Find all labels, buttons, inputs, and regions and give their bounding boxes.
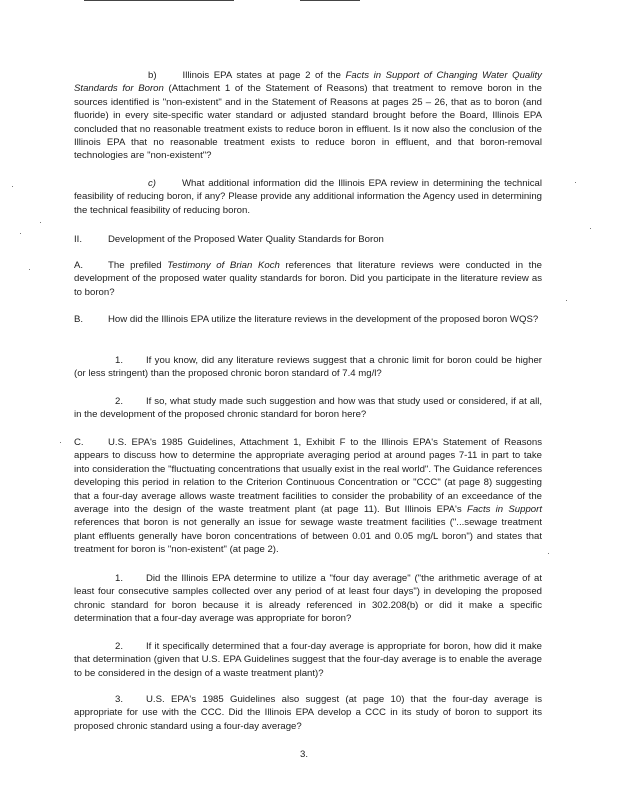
paragraph-c-question-label: C. — [74, 437, 84, 448]
scan-speck — [566, 300, 567, 301]
scan-speck — [590, 228, 591, 229]
paragraph-c1-label: 1. — [115, 573, 124, 584]
top-rule-right — [300, 0, 360, 1]
paragraph-c-question: C. U.S. EPA's 1985 Guidelines, Attachment 1, Exhibit F to the Illinois EPA's Statement of Reasons appears to discuss how to determine the appropriate averaging period at around pages 7-11 in part to take into consideration the "fluctuating concentrations that usually exist in the real world". The Guidance references developing this period in relation to the Criterion Continuous Concentration or "CCC" (at page 8) suggesting that a four-day average allows waste treatment facilities to consider the probability of an exceedance of the average into the design of the waste treatment plant (at page 11). But Illinois EPA's Facts in Support references that boron is not generally an issue for sewage waste treatment facilities ("...sewage treatment plant effluents generally have boron concentrations of between 0.01 and 0.05 mg/L boron") and states that treatment for boron is "non-existent" (at page 2). — [74, 437, 543, 556]
top-rule-left — [84, 0, 234, 1]
facts-in-support-title: Facts in Support of Changing Water Quality Standards for Boron — [74, 70, 542, 95]
scan-speck — [60, 442, 61, 443]
scan-speck — [20, 233, 21, 234]
paragraph-b1-label: 1. — [115, 355, 124, 366]
paragraph-b-question: B. How did the Illinois EPA utilize the literature reviews in the development of the proposed boron WQS? — [74, 314, 539, 325]
paragraph-b-question-label: B. — [74, 314, 84, 325]
scan-speck — [29, 269, 30, 270]
scan-speck — [548, 553, 549, 554]
testimony-title: Testimony of Brian Koch — [167, 260, 280, 271]
paragraph-c: c) What additional information did the Illinois EPA review in determining the technical feasibility of reducing boron, if any? Please provide any additional information the Agency used in determining the technical feasibility of reducing boron. — [74, 178, 542, 216]
paragraph-c3: 3. U.S. EPA's 1985 Guidelines also suggest (at page 10) that the four-day average is appropriate for use with the CCC. Did the Illinois EPA develop a CCC in its study of boron to support its proposed chronic standard using a four-day average? — [74, 694, 542, 732]
paragraph-c3-label: 3. — [115, 694, 124, 705]
paragraph-c2: 2. If it specifically determined that a four-day average is appropriate for boron, how did it make that determination (given that U.S. EPA Guidelines suggest that the four-day average is to enable the average to be considered in the design of a waste treatment plant)? — [74, 641, 542, 679]
paragraph-b1: 1. If you know, did any literature reviews suggest that a chronic limit for boron could be higher (or less stringent) than the proposed chronic boron standard of 7.4 mg/l? — [74, 355, 542, 380]
paragraph-c1: 1. Did the Illinois EPA determine to utilize a "four day average" ("the arithmetic average of at least four consecutive samples collected over any period of at least four days") in developing the proposed chronic standard for boron because it is already referenced in 302.208(b) or did it make a specific determination that a four-day average was appropriate for boron? — [74, 573, 542, 625]
scan-speck — [12, 186, 13, 187]
paragraph-a-label: A. — [74, 260, 84, 271]
section-ii-label: II. — [74, 234, 82, 245]
paragraph-a: A. The prefiled Testimony of Brian Koch references that literature reviews were conducted in the development of the proposed water quality standards for boron. Did you participate in the literature review as to boron? — [74, 260, 543, 298]
paragraph-c-label: c) — [148, 178, 156, 189]
paragraph-c2-label: 2. — [115, 641, 124, 652]
paragraph-b2-label: 2. — [115, 396, 124, 407]
section-ii-title: Development of the Proposed Water Quality Standards for Boron — [108, 234, 384, 245]
paragraph-b: b) Illinois EPA states at page 2 of the Facts in Support of Changing Water Quality Standards for Boron (Attachment 1 of the Statement of Reasons) that treatment to remove boron in the sources identified is "non-existent" and in the Statement of Reasons at pages 25 – 26, that as to boron (and fluoride) in every site-specific water standard or adjusted standard brought before the Board, Illinois EPA concluded that no reasonable treatment exists to reduce boron in effluent. Is it now also the conclusion of the Illinois EPA that no reasonable treatment exists to reduce boron in effluent, and that boron-removal technologies are "non-existent"? — [74, 70, 542, 162]
page-number: 3. — [300, 749, 309, 760]
paragraph-b-label: b) — [148, 70, 157, 81]
scan-speck — [40, 222, 41, 223]
facts-in-support-short-title: Facts in Support — [466, 504, 543, 516]
scan-speck — [575, 182, 576, 183]
paragraph-b2: 2. If so, what study made such suggestion and how was that study used or considered, if at all, in the development of the proposed chronic standard for boron here? — [74, 396, 542, 421]
